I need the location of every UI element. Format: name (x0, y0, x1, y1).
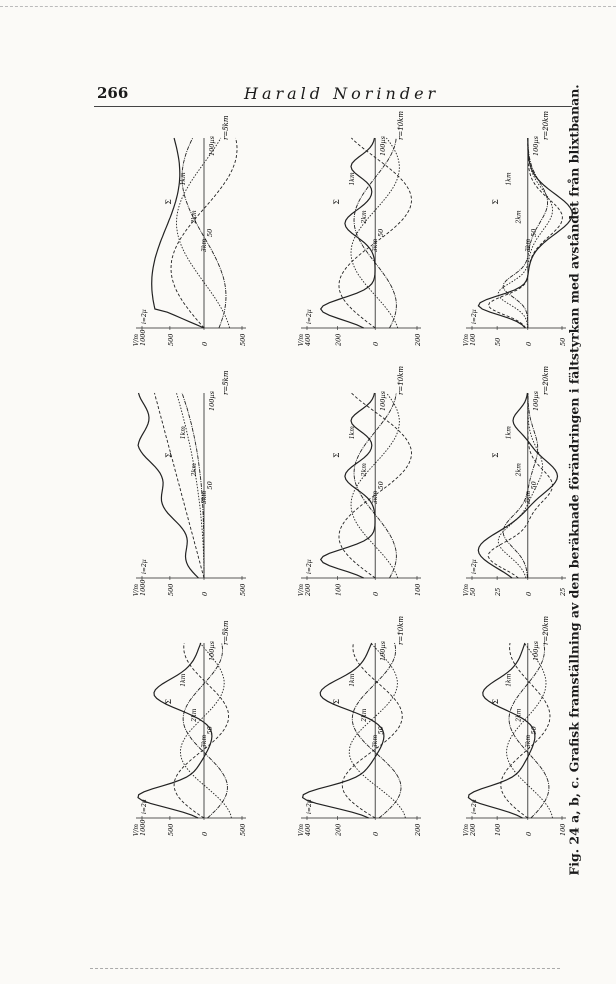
field-tick-label: 100 (494, 823, 503, 836)
figure-caption: Fig. 24 a, b, c. Grafisk framställning av den beräknade förändringen i fältstyrkan med avståndet från blixtbanan. (566, 84, 582, 876)
field-tick-label: 100 (414, 583, 422, 596)
time-mid-label: 50 (206, 481, 214, 490)
field-unit-label: V/m (463, 333, 470, 346)
sum-curve (478, 138, 572, 328)
time-end-label: 100µs (208, 136, 216, 156)
field-tick-label: 0 (372, 831, 381, 836)
field-tick-label: 0 (524, 831, 533, 836)
field-tick-label: 500 (239, 333, 247, 346)
field-tick-label: 0 (524, 591, 533, 596)
curve-label-3km: 3km (201, 490, 208, 504)
curve-label-1km: 1km (179, 673, 187, 687)
time-end-label: 100µs (208, 641, 216, 661)
sum-label: Σ (331, 452, 341, 458)
distance-label: r=10km (397, 616, 405, 645)
sum-curve (321, 393, 375, 578)
field-unit-label: V/m (133, 823, 140, 836)
curve-label-1km: 1km (349, 673, 357, 687)
curve-2km (177, 393, 205, 578)
field-tick-label: 0 (372, 341, 381, 346)
field-tick-label: 500 (166, 333, 175, 346)
curve-label-3km: 3km (372, 734, 380, 748)
current-label: i=2µ (471, 799, 478, 814)
field-unit-label: V/m (298, 823, 305, 836)
curve-label-1km: 1km (505, 426, 513, 440)
field-unit-label: V/m (463, 583, 470, 596)
curve-1km (488, 138, 562, 328)
time-mid-label: 50 (377, 726, 386, 735)
curve-label-2km: 2km (361, 463, 369, 477)
field-tick-label: 100 (334, 583, 343, 596)
field-tick-label: 200 (469, 823, 477, 836)
field-tick-label: 50 (494, 337, 503, 346)
field-unit-label: V/m (133, 333, 140, 346)
curve-label-1km: 1km (179, 426, 187, 440)
curve-label-1km: 1km (349, 426, 357, 440)
current-label: i=2µ (471, 309, 478, 324)
time-end-label: 100µs (531, 136, 540, 156)
field-tick-label: 200 (414, 333, 422, 346)
curve-3km (503, 138, 547, 328)
curve-label-3km: 3km (372, 490, 380, 504)
field-tick-label: 100 (469, 333, 477, 346)
curve-label-2km: 2km (515, 708, 523, 722)
sum-curve (138, 393, 198, 578)
curve-label-2km: 2km (515, 210, 523, 224)
sum-label: Σ (331, 199, 341, 205)
curve-label-3km: 3km (524, 238, 532, 252)
time-end-label: 100µs (379, 641, 388, 661)
current-label: i=2µ (141, 559, 148, 574)
curve-2km (498, 138, 552, 328)
field-tick-label: 200 (334, 823, 343, 836)
field-tick-label: 25 (494, 587, 503, 596)
curve-label-2km: 2km (515, 463, 523, 477)
field-unit-label: V/m (463, 823, 470, 836)
field-tick-label: 100 (559, 823, 567, 836)
field-unit-label: V/m (133, 583, 140, 596)
curve-label-2km: 2km (190, 708, 198, 722)
sum-curve (138, 643, 212, 818)
time-end-label: 100µs (379, 136, 388, 156)
distance-label: r=5km (222, 620, 230, 645)
distance-label: r=10km (397, 111, 405, 140)
sum-label: Σ (164, 698, 173, 705)
time-mid-label: 50 (529, 228, 538, 237)
distance-label: r=20km (542, 366, 550, 395)
field-tick-label: 25 (559, 587, 567, 596)
curve-1km (155, 393, 205, 578)
field-tick-label: 200 (334, 333, 343, 346)
curve-label-2km: 2km (190, 463, 198, 477)
sum-label: Σ (164, 452, 173, 458)
field-tick-label: 50 (559, 337, 567, 346)
field-unit-label: V/m (298, 583, 305, 596)
sum-label: Σ (331, 698, 341, 705)
time-end-label: 100µs (531, 641, 540, 661)
curve-label-3km: 3km (201, 734, 208, 748)
bottom-edge-rule (90, 968, 560, 969)
distance-label: r=20km (542, 111, 550, 140)
current-label: i=2µ (306, 559, 313, 574)
time-mid-label: 50 (206, 228, 214, 237)
sum-label: Σ (164, 199, 173, 205)
page-number: 266 (97, 84, 129, 102)
curve-1km (488, 393, 552, 578)
field-unit-label: V/m (298, 333, 305, 346)
field-tick-label: 0 (372, 591, 381, 596)
distance-label: r=10km (397, 366, 405, 395)
distance-label: r=5km (222, 370, 230, 395)
curve-label-1km: 1km (179, 172, 187, 186)
field-tick-label: 0 (201, 831, 209, 836)
field-tick-label: 0 (201, 591, 209, 596)
sum-curve (303, 643, 384, 818)
sum-label: Σ (491, 698, 501, 705)
curve-label-3km: 3km (201, 238, 208, 252)
running-head: Harald Norinder (244, 84, 440, 103)
field-tick-label: 1000 (139, 329, 147, 346)
time-mid-label: 50 (206, 726, 214, 735)
time-mid-label: 50 (377, 481, 386, 490)
time-end-label: 100µs (531, 391, 540, 411)
time-mid-label: 50 (377, 228, 386, 237)
curve-label-1km: 1km (505, 172, 513, 186)
sum-curve (321, 138, 375, 328)
time-mid-label: 50 (529, 481, 538, 490)
field-tick-label: 400 (304, 333, 312, 346)
field-tick-label: 1000 (139, 579, 147, 596)
sum-label: Σ (491, 199, 501, 205)
distance-label: r=5km (222, 115, 230, 140)
current-label: i=2µ (141, 309, 148, 324)
curve-label-2km: 2km (190, 210, 198, 224)
header-rule (94, 106, 572, 107)
curve-label-2km: 2km (361, 708, 369, 722)
figure-caption-box (560, 84, 588, 876)
curve-label-2km: 2km (361, 210, 369, 224)
time-end-label: 100µs (208, 391, 216, 411)
curve-label-3km: 3km (524, 490, 532, 504)
current-label: i=2µ (471, 559, 478, 574)
time-end-label: 100µs (379, 391, 388, 411)
sum-label: Σ (491, 452, 501, 458)
curve-label-1km: 1km (505, 673, 513, 687)
field-tick-label: 200 (414, 823, 422, 836)
current-label: i=2µ (306, 309, 313, 324)
field-tick-label: 0 (201, 341, 209, 346)
time-mid-label: 50 (529, 726, 538, 735)
distance-label: r=20km (542, 616, 550, 645)
current-label: i=2µ (306, 799, 313, 814)
field-tick-label: 200 (304, 583, 312, 596)
field-tick-label: 500 (166, 823, 175, 836)
sum-curve (478, 393, 557, 578)
curve-label-3km: 3km (524, 734, 532, 748)
field-tick-label: 500 (166, 583, 175, 596)
field-tick-label: 400 (304, 823, 312, 836)
field-tick-label: 1000 (139, 819, 147, 836)
field-tick-label: 500 (239, 583, 247, 596)
curve-label-3km: 3km (372, 238, 380, 252)
top-edge-rule (0, 6, 616, 7)
current-label: i=2µ (141, 799, 148, 814)
field-tick-label: 50 (469, 587, 477, 596)
figure-24 (92, 108, 592, 848)
curve-3km (179, 393, 204, 578)
figure-24-graphs (92, 108, 592, 848)
curve-2km (177, 138, 230, 328)
field-tick-label: 0 (524, 341, 533, 346)
field-tick-label: 500 (239, 823, 247, 836)
curve-label-1km: 1km (349, 172, 357, 186)
